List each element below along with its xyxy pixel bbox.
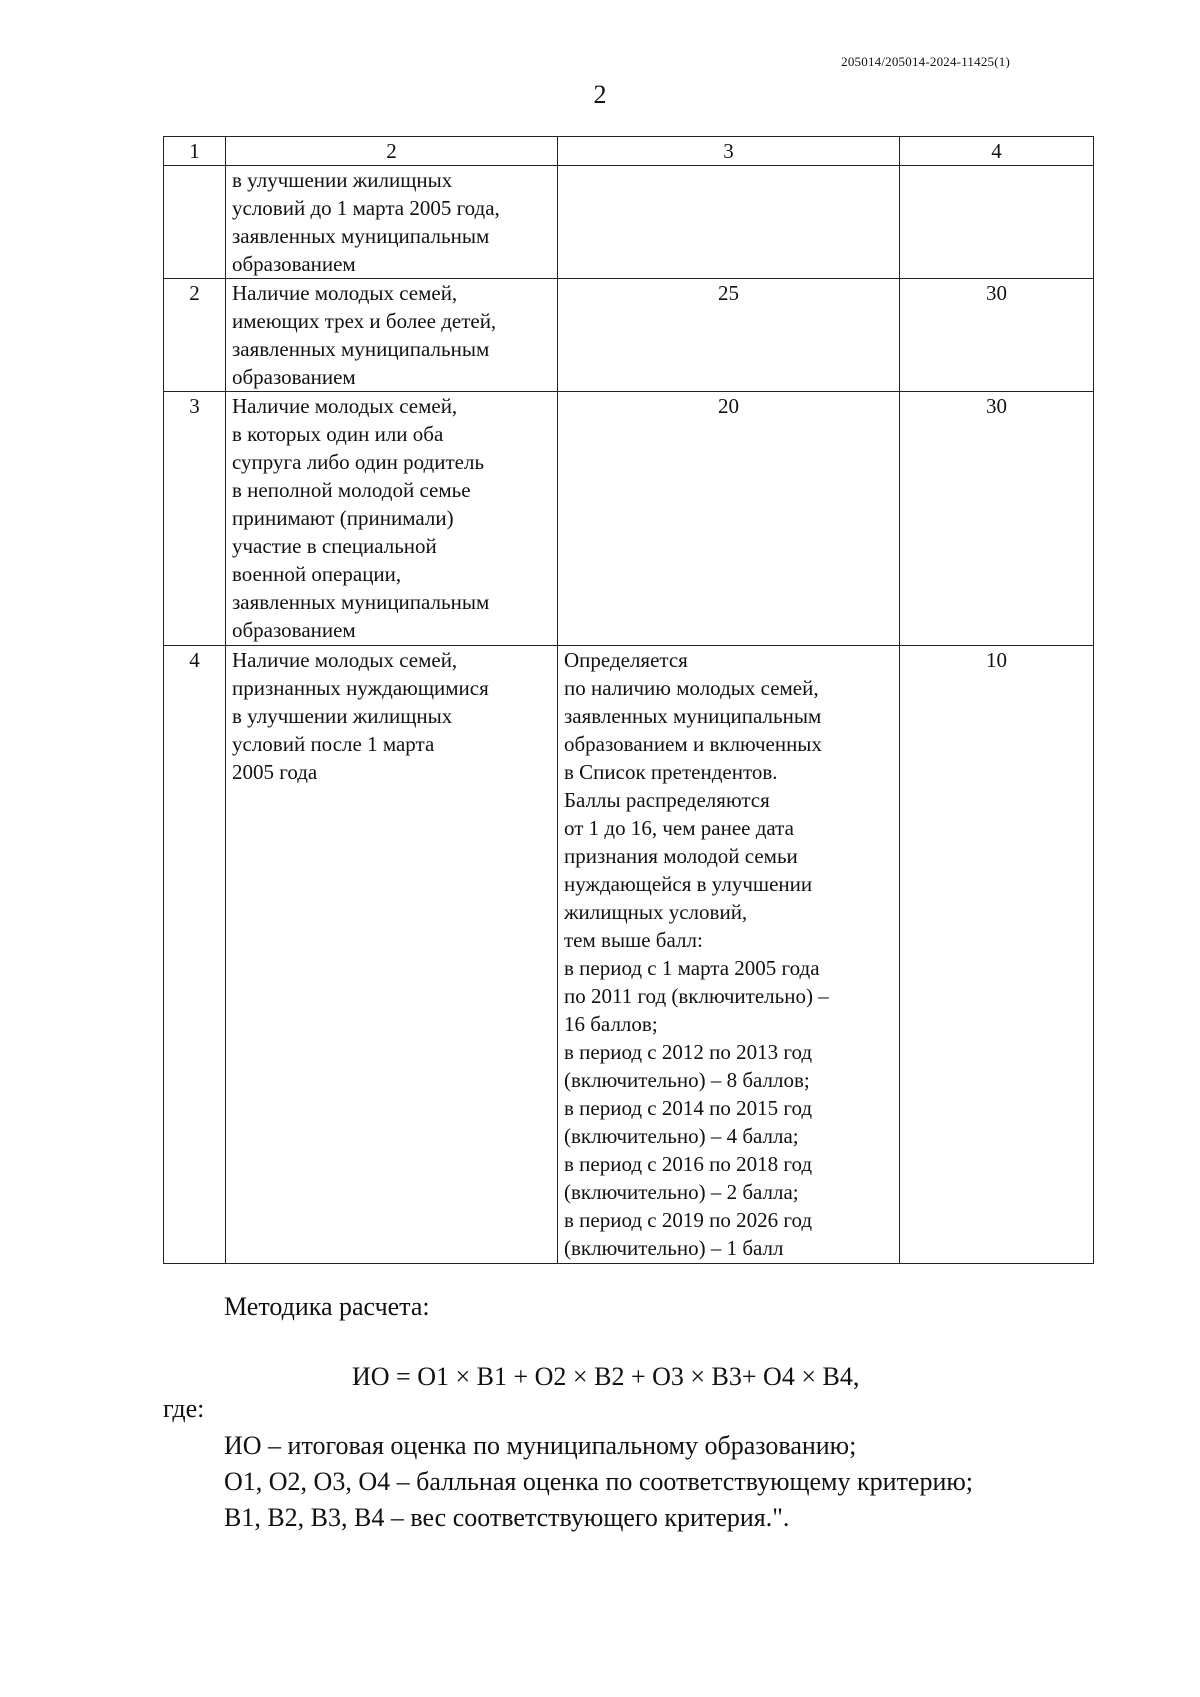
criteria-table (163, 136, 1094, 1264)
document-id: 205014/205014-2024-11425(1) (841, 54, 1010, 69)
weight-cell: 30 (900, 279, 1094, 392)
score-cell: 25 (558, 279, 900, 392)
legend-item: В1, В2, В3, В4 – вес соответствующего критерия.". (224, 1503, 790, 1532)
criterion-cell: в улучшении жилищных условий до 1 марта 2005 года, заявленных муниципальным образованием (226, 166, 558, 279)
page-number: 2 (593, 80, 607, 109)
criterion-cell: Наличие молодых семей, в которых один или оба супруга либо один родитель в неполной молодой семье принимают (принимали) участие в специальной военной операции, заявленных муниципальным образованием (226, 392, 558, 646)
table-row (164, 646, 1094, 1264)
criterion-cell: Наличие молодых семей, признанных нуждающимися в улучшении жилищных условий после 1 марта 2005 года (226, 646, 558, 1264)
calculation-formula: ИО = О1 × В1 + О2 × В2 + О3 × В3+ О4 × В4, (352, 1362, 860, 1391)
score-cell: Определяется по наличию молодых семей, заявленных муниципальным образованием и включенных в Список претендентов. Баллы распределяются от 1 до 16, чем ранее дата признания молодой семьи нуждающейся в улучшении жилищных условий, тем выше балл: в период с 1 марта 2005 года по 2011 год (включительно) – 16 баллов; в период с 2012 по 2013 год (включительно) – 8 баллов; в период с 2014 по 2015 год (включительно) – 4 балла; в период с 2016 по 2018 год (включительно) – 2 балла; в период с 2019 по 2026 год (включительно) – 1 балл (558, 646, 900, 1264)
column-number-2: 2 (226, 137, 558, 166)
score-cell (558, 166, 900, 279)
criterion-cell: Наличие молодых семей, имеющих трех и более детей, заявленных муниципальным образованием (226, 279, 558, 392)
row-number: 2 (164, 279, 226, 392)
row-number (164, 166, 226, 279)
row-number: 4 (164, 646, 226, 1264)
where-label: где: (163, 1394, 205, 1423)
table-row (164, 166, 1094, 279)
column-number-4: 4 (900, 137, 1094, 166)
column-number-3: 3 (558, 137, 900, 166)
table-row (164, 392, 1094, 646)
weight-cell (900, 166, 1094, 279)
table-header-row (164, 137, 1094, 166)
table-row (164, 279, 1094, 392)
legend-item: О1, О2, О3, О4 – балльная оценка по соответствующему критерию; (224, 1467, 974, 1496)
weight-cell: 30 (900, 392, 1094, 646)
methodology-title: Методика расчета: (224, 1292, 430, 1321)
weight-cell: 10 (900, 646, 1094, 1264)
score-cell: 20 (558, 392, 900, 646)
formula-legend (224, 1428, 973, 1536)
column-number-1: 1 (164, 137, 226, 166)
legend-item: ИО – итоговая оценка по муниципальному образованию; (224, 1431, 857, 1460)
row-number: 3 (164, 392, 226, 646)
